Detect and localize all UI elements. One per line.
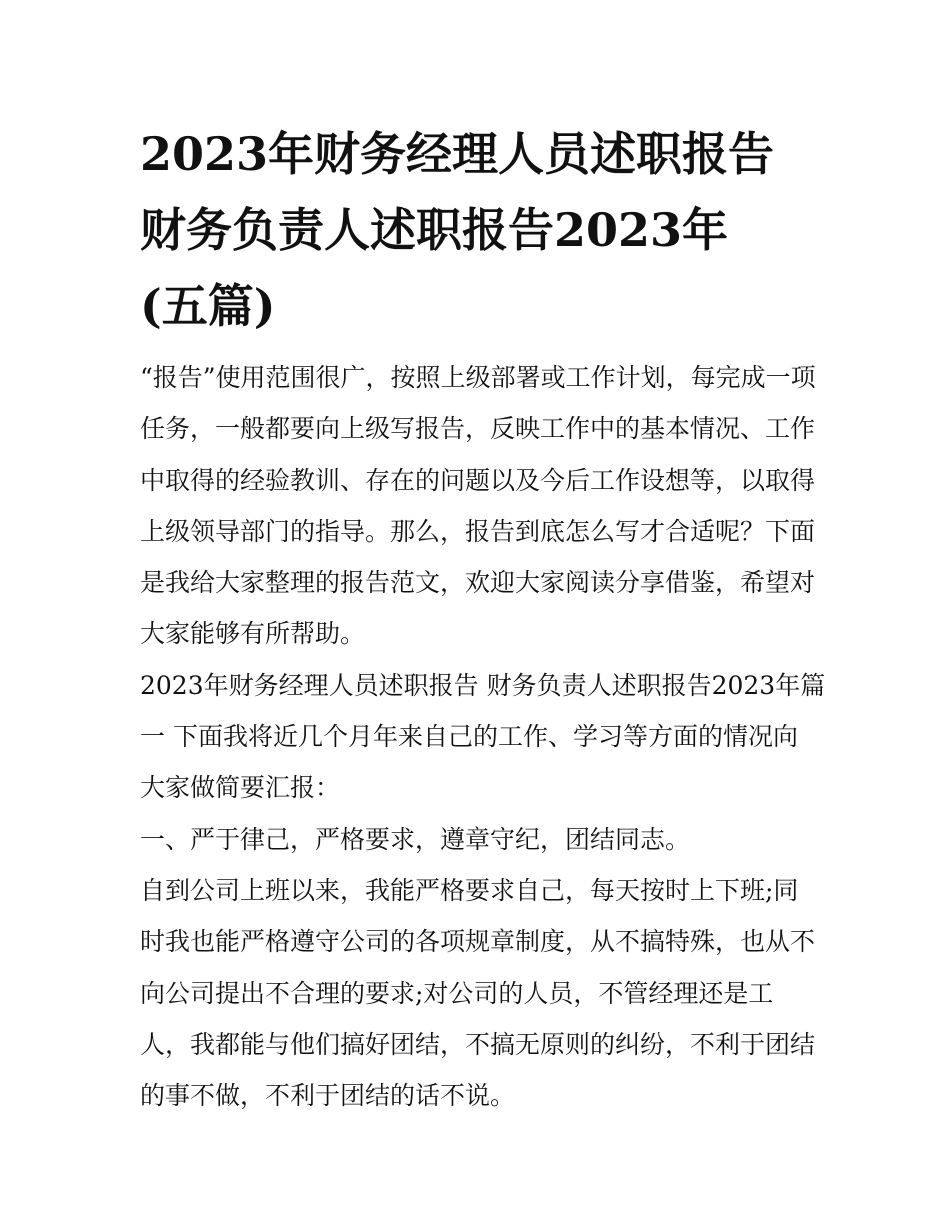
body-line: 大家能够有所帮助。 bbox=[140, 619, 366, 649]
body-line: 一 下面我将近几个月年来自己的工作、学习等方面的情况向 bbox=[140, 722, 798, 752]
document-body bbox=[140, 352, 826, 1121]
body-line: 是我给大家整理的报告范文，欢迎大家阅读分享借鉴，希望对 bbox=[140, 568, 816, 598]
body-line: 时我也能严格遵守公司的各项规章制度，从不搞特殊，也从不 bbox=[140, 927, 816, 957]
title-line: (五篇) bbox=[140, 279, 276, 333]
body-line: “报告”使用范围很广，按照上级部署或工作计划，每完成一项 bbox=[140, 363, 816, 392]
body-line: 大家做简要汇报： bbox=[140, 773, 341, 803]
body-line: 向公司提出不合理的要求;对公司的人员，不管经理还是工 bbox=[140, 978, 774, 1008]
body-line: 2023年财务经理人员述职报告 财务负责人述职报告2023年篇 bbox=[140, 670, 826, 700]
body-line: 任务，一般都要向上级写报告，反映工作中的基本情况、工作 bbox=[140, 414, 816, 444]
body-line: 一、严于律己，严格要求，遵章守纪，团结同志。 bbox=[140, 824, 691, 854]
body-line: 的事不做，不利于团结的话不说。 bbox=[140, 1081, 516, 1111]
document-title bbox=[140, 116, 820, 344]
body-line: 上级领导部门的指导。那么，报告到底怎么写才合适呢？下面 bbox=[140, 516, 816, 546]
body-line: 中取得的经验教训、存在的问题以及今后工作设想等，以取得 bbox=[140, 465, 816, 495]
title-line: 财务负责人述职报告2023年 bbox=[140, 203, 729, 257]
body-line: 人，我都能与他们搞好团结，不搞无原则的纠纷，不利于团结 bbox=[140, 1029, 816, 1059]
title-line: 2023年财务经理人员述职报告 bbox=[140, 127, 775, 181]
body-line: 自到公司上班以来，我能严格要求自己，每天按时上下班;同 bbox=[140, 875, 799, 905]
